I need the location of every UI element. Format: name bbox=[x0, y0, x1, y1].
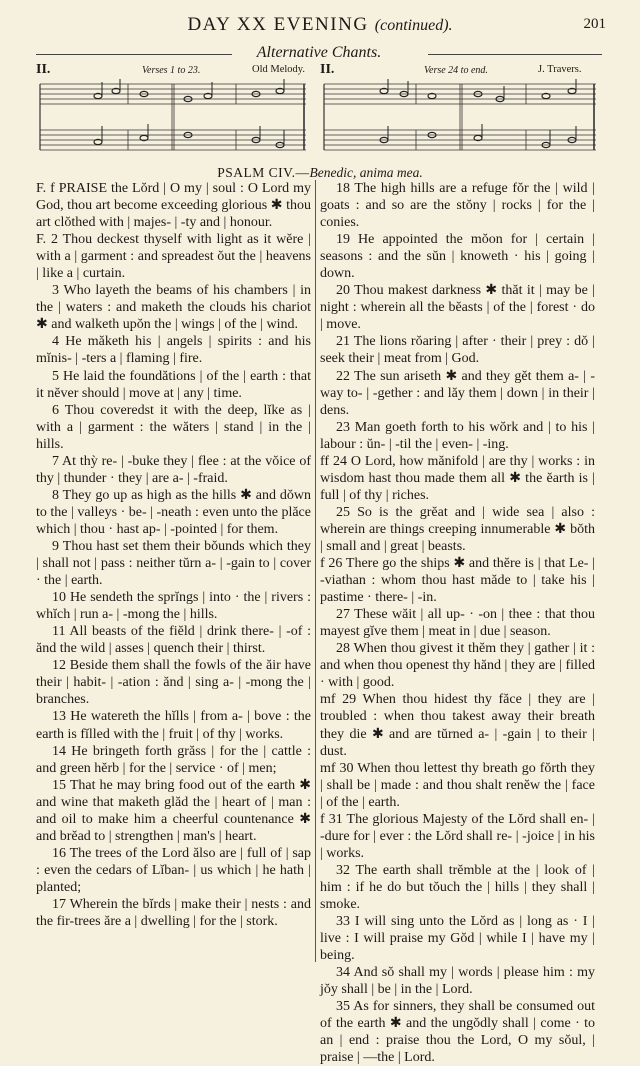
page-number: 201 bbox=[583, 16, 606, 32]
verse: mf 30 When thou lettest thy breath go fŏrth they | shall be | made : and thou shalt renĕw the | face | of the | earth. bbox=[320, 760, 595, 810]
verse: 27 These wăit | all up- · -on | thee : that thou mayest gĭve them | meat in | due | season. bbox=[320, 607, 595, 640]
verse: 8 They go up as high as the hills ✱ and dŏwn to the | valleys · be- | -neath : even unto the plăce which | thou · hast ap- | -pointed | for them. bbox=[36, 487, 311, 537]
chant-score-left bbox=[36, 78, 312, 158]
verse: 28 When thou givest it thĕm they | gather | it : and when thou openest thy hănd | they are | filled · with | good. bbox=[320, 641, 595, 691]
left-column bbox=[36, 180, 311, 930]
verse: 5 He laid the foundătions | of the | earth : that it nĕver should | move at | any | time. bbox=[36, 368, 311, 401]
verse: 3 Who layeth the beams of his chambers | in the | waters : and maketh the clouds his chariot ✱ and walketh upŏn the | wings | of the | wind. bbox=[36, 283, 311, 333]
right-column bbox=[320, 180, 595, 1066]
chant-verses: Verses 1 to 23. bbox=[142, 65, 201, 76]
chant-composer: Old Melody. bbox=[252, 64, 305, 75]
chant-verses: Verse 24 to end. bbox=[424, 65, 488, 76]
verse: 35 As for sinners, they shall be consumed out of the earth ✱ and the ungŏdly shall | come · to an | end : praise thou the Lord, O my sŏul, | praise | —the | Lord. bbox=[320, 999, 595, 1066]
page-header bbox=[0, 14, 640, 38]
verse: 20 Thou makest darkness ✱ thăt it | may be | night : wherein all the bĕasts | of the | forest · do | move. bbox=[320, 283, 595, 333]
chant-composer: J. Travers. bbox=[538, 64, 582, 75]
verse: 22 The sun ariseth ✱ and they gĕt them a- | -way to- | -gether : and lăy them | down | in their | dens. bbox=[320, 368, 595, 418]
heading-rule-right bbox=[428, 54, 602, 55]
verse: 18 The high hills are a refuge fŏr the | wild | goats : and so are the stŏny | rocks | for the | conies. bbox=[320, 181, 595, 231]
verse: 16 The trees of the Lord ălso are | full of | sap : even the cedars of Lĭban- | us which | he hath | planted; bbox=[36, 845, 311, 895]
alternative-chants-label: Alternative Chants. bbox=[256, 44, 382, 61]
verse: 17 Wherein the bĭrds | make their | nests : and the fir-trees ăre a | dwelling | for the | stork. bbox=[36, 896, 311, 930]
column-divider bbox=[315, 180, 316, 962]
verse: 19 He appointed the mŏon for | certain | seasons : and the sŭn | knoweth · his | going | down. bbox=[320, 232, 595, 282]
psalm-title: PSALM CIV.— bbox=[217, 165, 310, 180]
verse: F. f PRAISE the Lŏrd | O my | soul : O Lord my God, thou art become exceeding glorious ✱ thou art clŏthed with | majes- | -ty and | honour. bbox=[36, 181, 311, 231]
verse: 11 All beasts of the fiĕld | drink there- | -of : ănd the wild | asses | quench their | thirst. bbox=[36, 624, 311, 657]
verse: 33 I will sing unto the Lŏrd as | long as · I | live : I will praise my Gŏd | while I | have my | being. bbox=[320, 914, 595, 964]
verse: 10 He sendeth the sprĭngs | into · the | rivers : whĭch | run a- | -mong the | hills. bbox=[36, 590, 311, 623]
chant-number: II. bbox=[36, 62, 51, 77]
verse: f 26 There go the ships ✱ and thĕre is | that Le- | -viathan : whom thou hast măde to | take his | pastime · there- | -in. bbox=[320, 556, 595, 606]
verse: 21 The lions rŏaring | after · their | prey : dŏ | seek their | meat from | God. bbox=[320, 334, 595, 367]
verse: 12 Beside them shall the fowls of the ăir have their | habit- | -ation : ănd | sing a- | -mong the | branches. bbox=[36, 658, 311, 708]
title-text: DAY XX EVENING bbox=[187, 14, 369, 35]
psalm-subtitle: Benedic, anima mea. bbox=[309, 165, 423, 180]
psalm-heading bbox=[0, 165, 640, 181]
verse: ff 24 O Lord, how mănifold | are thy | works : in wisdom hast thou made them all ✱ the ĕarth is | full | of thy | riches. bbox=[320, 453, 595, 503]
verse: 15 That he may bring food out of the earth ✱ and wine that maketh glăd the | heart of | man : and oil to make him a cheerful countenance ✱ and brĕad to | strengthen | man's | heart. bbox=[36, 777, 311, 844]
chant-number: II. bbox=[320, 62, 335, 77]
chant-score-right bbox=[320, 78, 602, 158]
chant-right bbox=[320, 62, 602, 162]
verse: 34 And sŏ shall my | words | please him : my jŏy shall | be | in the | Lord. bbox=[320, 965, 595, 998]
verse: 23 Man goeth forth to his wŏrk and | to his | labour : ŭn- | -til the | even- | -ing. bbox=[320, 419, 595, 452]
verse: F. 2 Thou deckest thyself with light as it wĕre | with a | garment : and spreadest ŏut the | heavens | like a | curtain. bbox=[36, 232, 311, 282]
verse: mf 29 When thou hidest thy făce | they are | troubled : when thou takest away their breath they die ✱ and are tŭrned a- | -gain | to their | dust. bbox=[320, 692, 595, 759]
alternative-chants-heading bbox=[36, 44, 602, 64]
title-continued: (continued). bbox=[374, 17, 453, 34]
verse: 25 So is the grĕat and | wide sea | also : wherein are things creeping innumerable ✱ bŏth | small and | great | beasts. bbox=[320, 504, 595, 554]
verse: 13 He watereth the hĭlls | from a- | bove : the earth is fĭlled with the | fruit | of thy | works. bbox=[36, 709, 311, 742]
verse: 4 He măketh his | angels | spirits : and his mĭnis- | -ters a | flaming | fire. bbox=[36, 334, 311, 367]
verse: f 31 The glorious Majesty of the Lŏrd shall en- | -dure for | ever : the Lŏrd shall re- | -joice | in his | works. bbox=[320, 811, 595, 861]
verse: 9 Thou hast set them their bŏunds which they | shall not | pass : neither tŭrn a- | -gain to | cover · the | earth. bbox=[36, 538, 311, 589]
page-title bbox=[0, 14, 640, 36]
verse: 7 At thỳ re- | -buke they | flee : at the vŏice of thy | thunder · they | are a- | -fraid. bbox=[36, 453, 311, 486]
verse: 6 Thou coveredst it with the deep, lĭke as | with a | garment : the wăters | stand | in the | hills. bbox=[36, 402, 311, 452]
chant-left bbox=[36, 62, 312, 162]
verse: 14 He bringeth forth grăss | for the | cattle : and green hĕrb | for the | service · of | men; bbox=[36, 743, 311, 776]
verse: 32 The earth shall trĕmble at the | look of | him : if he do but tŏuch the | hills | they shall | smoke. bbox=[320, 862, 595, 912]
